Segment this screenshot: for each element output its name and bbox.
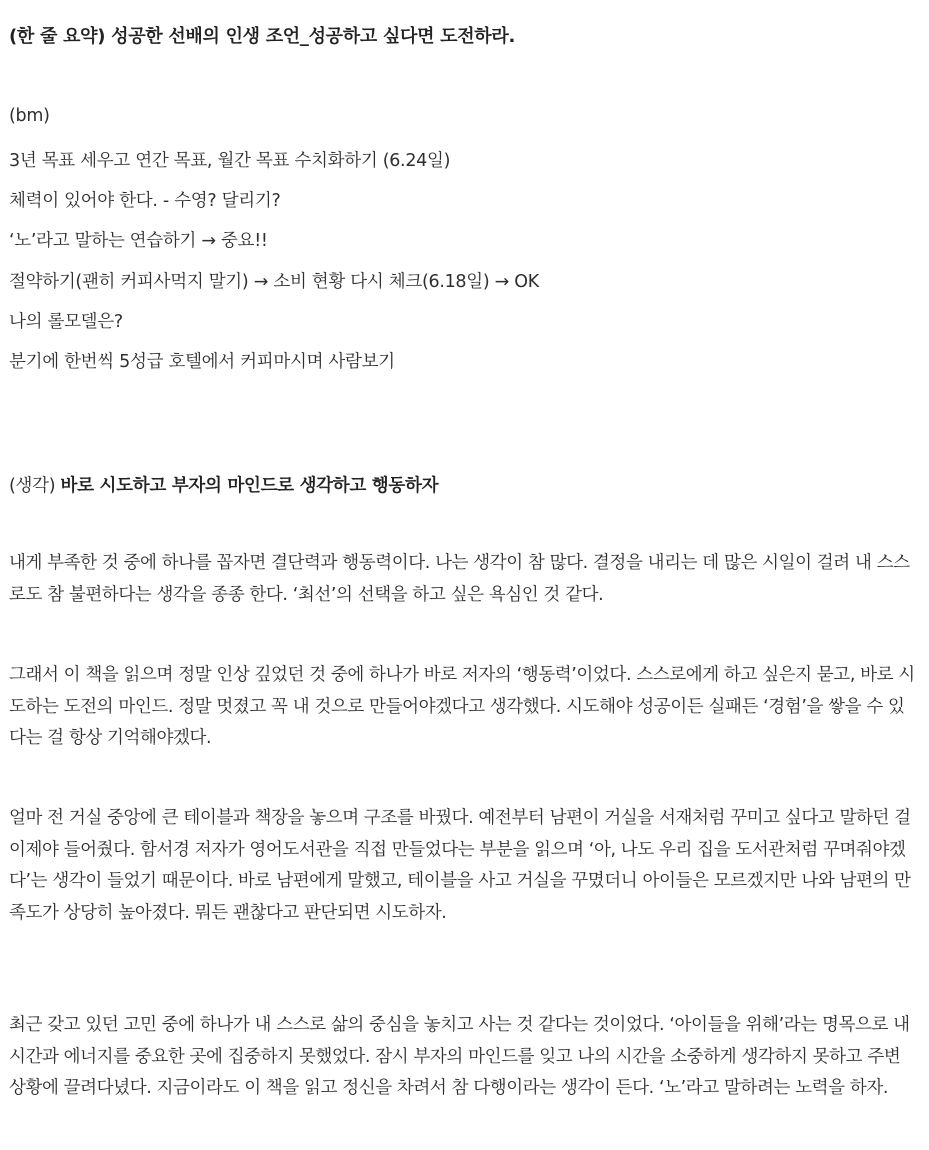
- bm-item-hotel: 분기에 한번씩 5성급 호텔에서 커피마시며 사람보기: [9, 352, 395, 372]
- thought-heading-line: [9, 472, 438, 497]
- paragraph-4: 최근 갖고 있던 고민 중에 하나가 내 스스로 삶의 중심을 놓치고 사는 것 같다는 것이었다. ‘아이들을 위해’라는 명목으로 내 시간과 에너지를 중요한 곳에 집중하지 못했었다. 잠시 부자의 마인드를 잊고 나의 시간을 소중하게 생각하지 못하고 주변 상황에 끌려다녔다. 지금이라도 이 책을 읽고 정신을 차려서 참 다행이라는 생각이 든다. ‘노’라고 말하려는 노력을 하자.: [9, 1015, 910, 1098]
- paragraph-3: 얼마 전 거실 중앙에 큰 테이블과 책장을 놓으며 구조를 바꿨다. 예전부터 남편이 거실을 서재처럼 꾸미고 싶다고 말하던 걸 이제야 들어줬다. 함서경 저자가 영어도서관을 직접 만들었다는 부분을 읽으며 ‘아, 나도 우리 집을 도서관처럼 꾸며줘야겠다’는 생각이 들었기 때문이다. 바로 남편에게 말했고, 테이블을 사고 거실을 꾸몄더니 아이들은 모르겠지만 나와 남편의 만족도가 상당히 높아졌다. 뭐든 괜찮다고 판단되면 시도하자.: [9, 808, 911, 923]
- bm-item-role-model: 나의 롤모델은?: [9, 312, 123, 332]
- paragraph-1: 내게 부족한 것 중에 하나를 꼽자면 결단력과 행동력이다. 나는 생각이 참 많다. 결정을 내리는 데 많은 시일이 걸려 내 스스로도 참 불편하다는 생각을 종종 한다. ‘최선’의 선택을 하고 싶은 욕심인 것 같다.: [9, 553, 910, 605]
- bm-label: (bm): [9, 106, 50, 126]
- bm-item-fitness: 체력이 있어야 한다. - 수영? 달리기?: [9, 191, 281, 211]
- bm-item-goal: 3년 목표 세우고 연간 목표, 월간 목표 수치화하기 (6.24일): [9, 151, 451, 171]
- thought-label: (생각): [9, 476, 56, 496]
- paragraph-2: 그래서 이 책을 읽으며 정말 인상 깊었던 것 중에 하나가 바로 저자의 ‘행동력’이었다. 스스로에게 하고 싶은지 묻고, 바로 시도하는 도전의 마인드. 정말 멋졌고 꼭 내 것으로 만들어야겠다고 생각했다. 시도해야 성공이든 실패든 ‘경험’을 쌓을 수 있다는 걸 항상 기억해야겠다.: [9, 665, 915, 748]
- summary-title: (한 줄 요약) 성공한 선배의 인생 조언_성공하고 싶다면 도전하라.: [9, 26, 516, 47]
- bm-item-say-no: ‘노’라고 말하는 연습하기 → 중요!!: [9, 231, 268, 251]
- thought-heading: 바로 시도하고 부자의 마인드로 생각하고 행동하자: [60, 476, 439, 496]
- bm-item-saving: 절약하기(괜히 커피사먹지 말기) → 소비 현황 다시 체크(6.18일) → OK: [9, 272, 539, 292]
